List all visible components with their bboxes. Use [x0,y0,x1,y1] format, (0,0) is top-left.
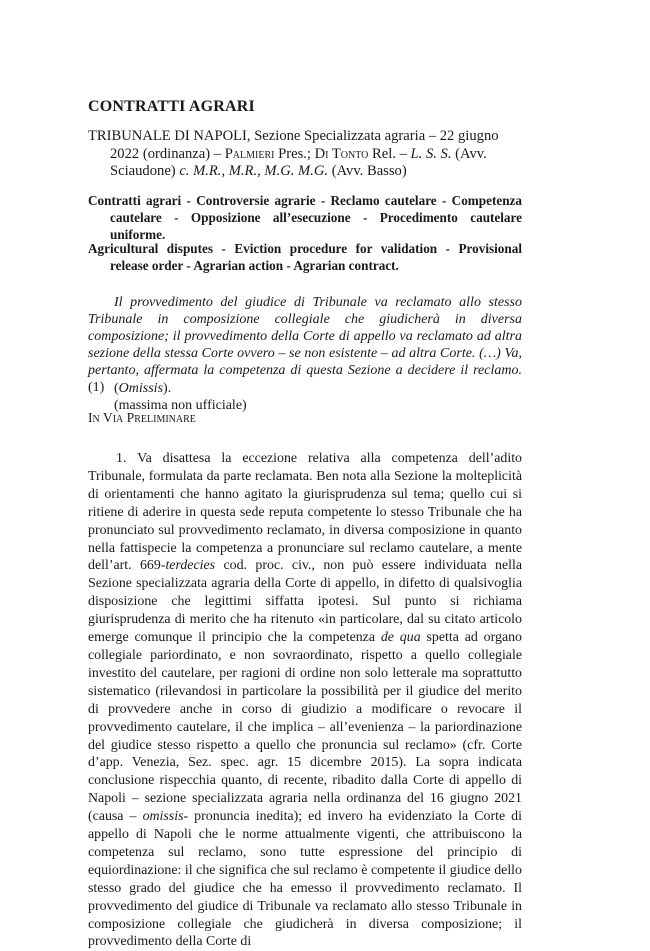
keywords-italian: Contratti agrari - Controversie agrarie - Reclamo cautelare - Competenza cautelare - Opposizione all’esecuzione - Procedimento cautelare uniforme. [88,193,522,242]
section-title: CONTRATTI AGRARI [88,98,255,115]
body-text [88,450,522,951]
president-name: Palmieri [224,145,275,162]
court-citation: TRIBUNALE DI NAPOLI, Sezione Specializzata agraria – 22 giugno 2022 (ordinanza) – Palmieri Pres.; Di Tonto Rel. – L. S. S. (Avv. Sciaudone) c. M.R., M.R., M.G. M.G. (Avv. Basso) [88,128,499,180]
keywords-english: Agricultural disputes - Eviction procedure for validation - Provisional release order - Agrarian action - Agrarian contract. [88,241,522,273]
court-name: TRIBUNALE DI NAPOLI, [88,128,251,144]
party-respondents: c. M.R., M.R., M.G. M.G. [179,163,329,180]
preliminary-heading: In Via Preliminare [88,410,196,425]
footnote-ref: (1) [88,380,105,396]
court-header [88,128,522,181]
omissis-line: (Omissis). [114,381,172,396]
rapporteur-name: Di Tonto [314,145,369,162]
headnote-text: Il provvedimento del giudice di Tribunale va reclamato allo stesso Tribunale in composizione collegiale che giudicherà in diversa composizione; il provvedimento della Corte di appello va reclamato ad altra sezione della stessa Corte ovvero – se non esistente – ad altra Corte. (…) Va, pertanto, affermata la competenza di questa Sezione a decidere il reclamo. [88,295,522,379]
paragraph-1: 1. Va disattesa la eccezione relativa alla competenza dell’adito Tribunale, formulata da parte reclamata. Ben nota alla Sezione la molteplicità di orientamenti che hanno agitato la giurisprudenza sul tema; quello cui si ritiene di aderire in questa sede reputa competente lo stesso Tribunale che ha pronunciato sul provvedimento reclamato, in diversa composizione in quanto nella fattispecie la competenza a pronunciare sul reclamo cautelare, a mente dell’art. 669-terdecies cod. proc. civ., non può essere individuata nella Sezione specializzata agraria della Corte di appello, in difetto di qualsivoglia disposizione che legittimi siffatta ipotesi. Sul punto si richiama giurisprudenza di merito che ha ritenuto «in particolare, dal su citato articolo emerge comunque il principio che la competenza de qua spetta ad organo collegiale pariordinato, e non sovraordinato, rispetto a quello collegiale investito del cautelare, per ragioni di ordine non solo letterale ma soprattutto sistematico (rilevandosi in particolare la possibilità per il giudice del merito di provvedere anche in corso di giudizio a modificare o revocare il provvedimento cautelare, il che implica – all’evenienza – la pariordinazione del giudice stesso rispetto a quello che pronuncia sul reclamo» (cfr. Corte d’app. Venezia, Sez. spec. agr. 15 dicembre 2015). La sopra indicata conclusione rispecchia quanto, di recente, ribadito dalla Corte di appello di Napoli – sezione specializzata agraria nella ordinanza del 16 giugno 2021 (causa – omissis- pronuncia inedita); ed invero ha evidenziato la Corte di appello di Napoli che le norme attualmente vigenti, che attribuiscono la competenza sul reclamo, sono tutte espressione del principio di equiordinazione: il che significa che sul reclamo è competente il giudice dello stesso grado del giudice che ha emesso il provvedimento reclamato. Il provvedimento del giudice di Tribunale va reclamato allo stesso Tribunale in composizione collegiale che giudicherà in diversa composizione; il provvedimento della Corte di [88,451,523,950]
headnote-note: (massima non ufficiale) [114,397,247,413]
party-appellant: L. S. S. [410,145,452,162]
